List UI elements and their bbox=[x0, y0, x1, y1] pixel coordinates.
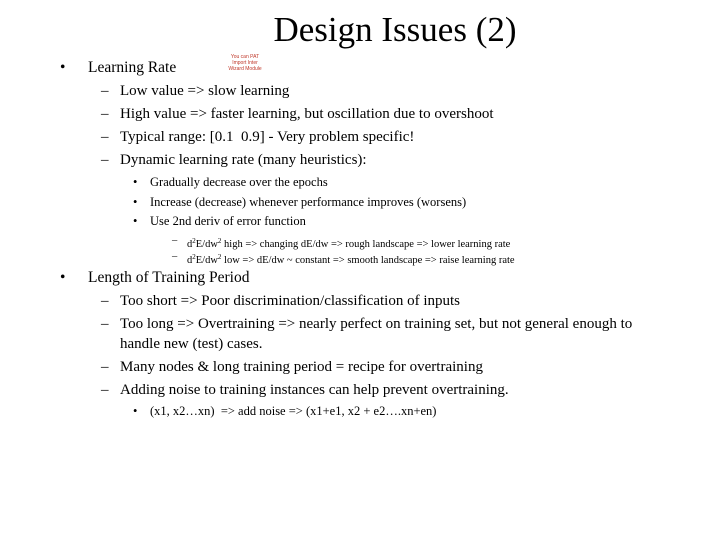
dash-icon: – bbox=[101, 316, 109, 332]
list-item: High value => faster learning, but oscillation due to overshoot bbox=[120, 106, 494, 122]
slide-title: Design Issues (2) bbox=[273, 10, 517, 49]
list-item: Too long => Overtraining => nearly perfect on training set, but not general enough to bbox=[120, 316, 633, 332]
dash-icon: – bbox=[172, 251, 178, 262]
bullet-icon: • bbox=[60, 269, 66, 286]
dash-icon: – bbox=[101, 152, 109, 168]
sub-sub-list-item: $d^2E/dw^2$ low => dE/dw ~ constant => smooth landscape => raise learning rate bbox=[187, 253, 515, 266]
annotation-note: You can PAT Import Inter Wizard Module bbox=[228, 54, 262, 72]
sub-sub-list-item: $d^2E/dw^2$ high => changing dE/dw => rough landscape => lower learning rate bbox=[187, 237, 511, 250]
bullet-icon: • bbox=[133, 175, 138, 189]
list-item-continuation: handle new (test) cases. bbox=[120, 336, 263, 352]
dash-icon: – bbox=[101, 382, 109, 398]
dash-icon: – bbox=[101, 129, 109, 145]
sub-list-item: Use 2nd deriv of error function bbox=[150, 214, 306, 228]
section-heading-training-period: Length of Training Period bbox=[88, 269, 250, 286]
dash-icon: – bbox=[101, 106, 109, 122]
list-item: Too short => Poor discrimination/classification of inputs bbox=[120, 293, 460, 309]
bullet-icon: • bbox=[60, 59, 66, 76]
dash-icon: – bbox=[101, 293, 109, 309]
list-item: Adding noise to training instances can help prevent overtraining. bbox=[120, 382, 509, 398]
sub-list-item: Gradually decrease over the epochs bbox=[150, 175, 328, 189]
sub-list-item: (x1, x2…xn) => add noise => (x1+e1, x2 + e2….xn+en) bbox=[150, 404, 437, 418]
bullet-icon: • bbox=[133, 195, 138, 209]
dash-icon: – bbox=[101, 359, 109, 375]
bullet-icon: • bbox=[133, 214, 138, 228]
dash-icon: – bbox=[172, 235, 178, 246]
list-item: Low value => slow learning bbox=[120, 83, 290, 99]
dash-icon: – bbox=[101, 83, 109, 99]
section-heading-learning-rate: Learning Rate bbox=[88, 59, 177, 76]
bullet-icon: • bbox=[133, 404, 138, 418]
sub-list-item: Increase (decrease) whenever performance improves (worsens) bbox=[150, 195, 467, 209]
list-item: Dynamic learning rate (many heuristics): bbox=[120, 152, 367, 168]
list-item: Many nodes & long training period = recipe for overtraining bbox=[120, 359, 483, 375]
list-item: Typical range: [0.1 0.9] - Very problem specific! bbox=[120, 129, 415, 145]
